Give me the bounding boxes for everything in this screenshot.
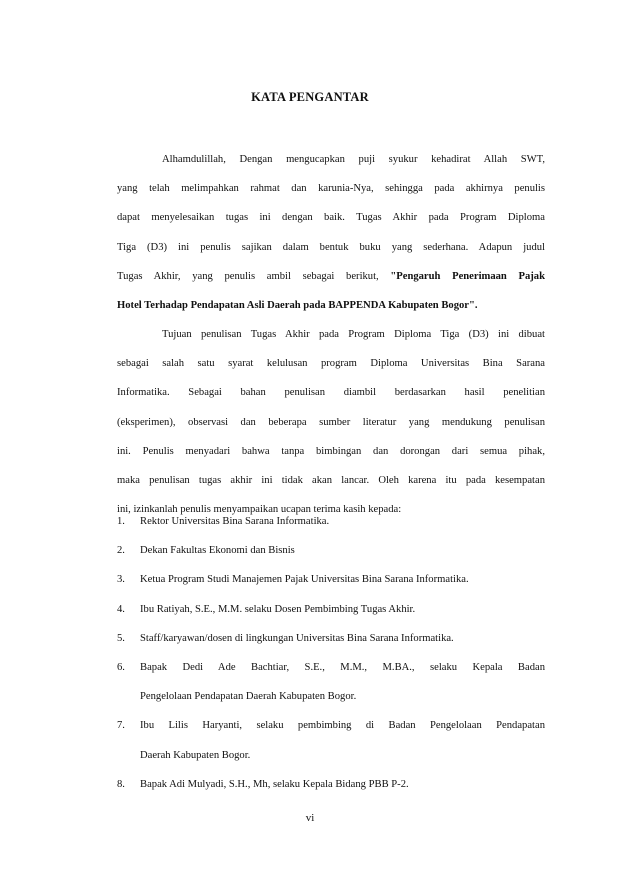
text-line: maka penulisan tugas akhir ini tidak akan lancar. Oleh karena itu pada kesempatan: [117, 474, 545, 486]
text-line: Tiga (D3) ini penulis sajikan dalam bentuk buku yang sederhana. Adapun judul: [117, 241, 545, 253]
list-item-text: Bapak Adi Mulyadi, S.H., Mh, selaku Kepala Bidang PBB P-2.: [140, 778, 409, 790]
list-item: [117, 770, 545, 799]
list-item-text: Staff/karyawan/dosen di lingkungan Universitas Bina Sarana Informatika.: [140, 632, 454, 644]
text-line: yang telah melimpahkan rahmat dan karunia-Nya, sehingga pada akhirnya penulis: [117, 183, 545, 195]
list-number: 8.: [117, 778, 125, 790]
text-line: ini. Penulis menyadari bahwa tanpa bimbingan dan dorongan dari semua pihak,: [117, 445, 545, 457]
list-item-text: Ibu Ratiyah, S.E., M.M. selaku Dosen Pembimbing Tugas Akhir.: [140, 603, 416, 615]
list-number: 1.: [117, 516, 125, 527]
text-line: (eksperimen), observasi dan beberapa sumber literatur yang mendukung penulisan: [117, 416, 545, 428]
list-number: 7.: [117, 720, 125, 732]
text-line: ini, izinkanlah penulis menyampaikan ucapan terima kasih kepada:: [117, 504, 402, 516]
list-number: 4.: [117, 603, 125, 615]
acknowledgement-list: [117, 507, 545, 799]
text-segment: Tugas Akhir, yang penulis ambil sebagai berikut,: [117, 270, 379, 282]
list-item-text: Dekan Fakultas Ekonomi dan Bisnis: [140, 545, 295, 557]
list-number: 3.: [117, 574, 125, 586]
list-item: [117, 653, 545, 711]
page-number: vi: [305, 812, 315, 824]
list-item: [117, 507, 545, 536]
text-line: dapat menyelesaikan tugas ini dengan baik. Tugas Akhir pada Program Diploma: [117, 212, 545, 224]
list-item-text: Rektor Universitas Bina Sarana Informatika.: [140, 516, 330, 527]
list-item: [117, 595, 545, 624]
text-line: sebagai salah satu syarat kelulusan program Diploma Universitas Bina Sarana: [117, 358, 545, 370]
text-line: Alhamdulillah, Dengan mengucapkan puji syukur kehadirat Allah SWT,: [162, 154, 545, 165]
list-item: [117, 711, 545, 769]
list-item: [117, 536, 545, 565]
list-item-text: Daerah Kabupaten Bogor.: [140, 749, 251, 761]
paragraph-purpose: [117, 320, 545, 524]
list-item: [117, 624, 545, 653]
list-number: 6.: [117, 661, 125, 673]
thesis-title-start: "Pengaruh Penerimaan Pajak: [390, 270, 545, 282]
list-number: 2.: [117, 545, 125, 557]
text-line: Informatika. Sebagai bahan penulisan diambil berdasarkan hasil penelitian: [117, 387, 545, 399]
list-item-text: Pengelolaan Pendapatan Daerah Kabupaten Bogor.: [140, 691, 357, 703]
list-item-text: Ibu Lilis Haryanti, selaku pembimbing di Badan Pengelolaan Pendapatan: [140, 720, 545, 732]
list-item: [117, 565, 545, 594]
list-item-text: Ketua Program Studi Manajemen Pajak Universitas Bina Sarana Informatika.: [140, 574, 469, 586]
text-line: Tujuan penulisan Tugas Akhir pada Program Diploma Tiga (D3) ini dibuat: [162, 329, 545, 340]
page-title: KATA PENGANTAR: [251, 90, 369, 104]
list-item-text: Bapak Dedi Ade Bachtiar, S.E., M.M., M.BA., selaku Kepala Badan: [140, 661, 545, 673]
list-number: 5.: [117, 632, 125, 644]
thesis-title-end: Hotel Terhadap Pendapatan Asli Daerah pada BAPPENDA Kabupaten Bogor".: [117, 299, 478, 311]
paragraph-intro: [117, 145, 545, 320]
text-line: [117, 262, 545, 291]
